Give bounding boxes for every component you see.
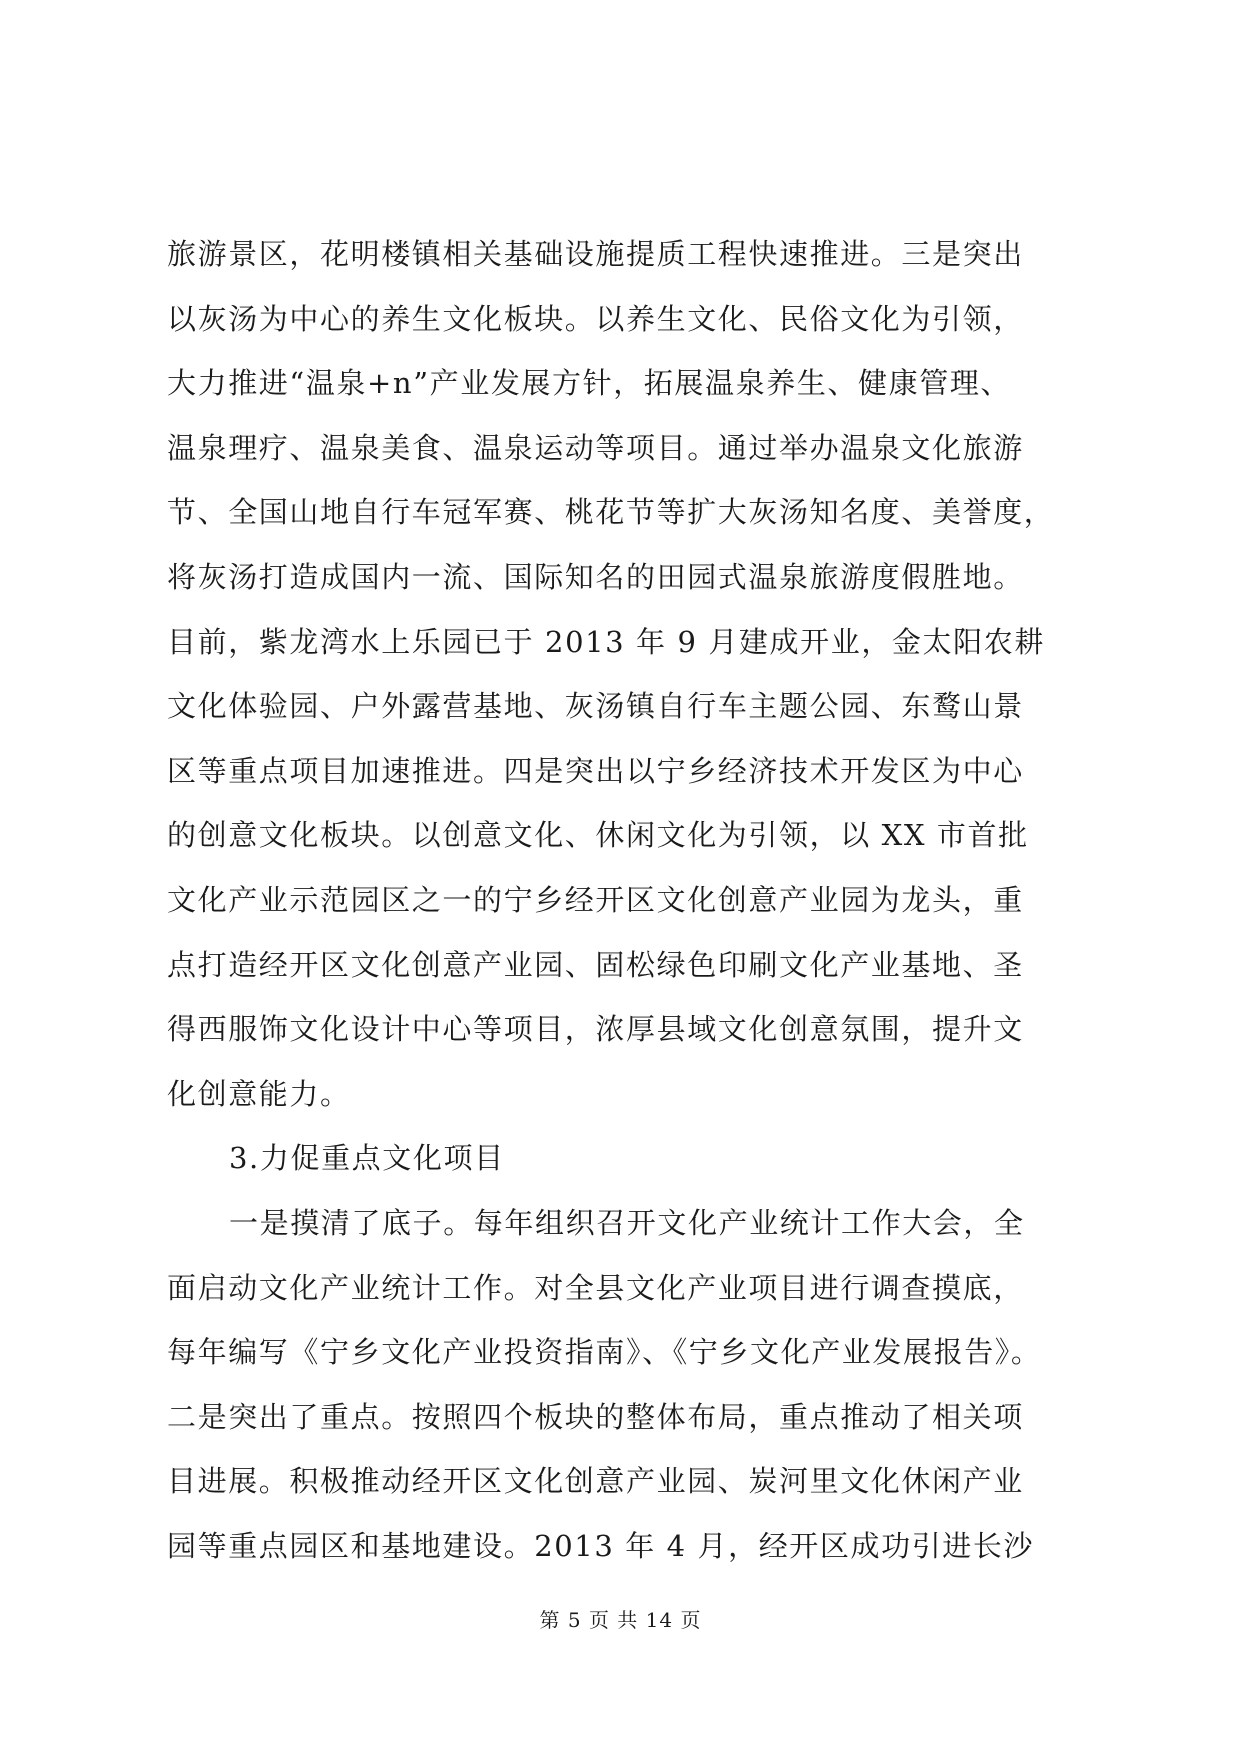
text-line: 面启动文化产业统计工作。对全县文化产业项目进行调查摸底， — [167, 1270, 1024, 1305]
text-line: 一是摸清了底子。每年组织召开文化产业统计工作大会，全 — [229, 1205, 1025, 1240]
text-line: 文化体验园、户外露营基地、灰汤镇自行车主题公园、东鹜山景 — [167, 689, 1024, 724]
text-line: 大力推进“温泉+n”产业发展方针，拓展温泉养生、健康管理、 — [167, 366, 1012, 401]
text-line: 旅游景区，花明楼镇相关基础设施提质工程快速推进。三是突出 — [167, 237, 1024, 271]
text-line: 将灰汤打造成国内一流、国际知名的田园式温泉旅游度假胜地。 — [167, 559, 1024, 594]
text-line: 温泉理疗、温泉美食、温泉运动等项目。通过举办温泉文化旅游 — [167, 430, 1024, 465]
text-line: 二是突出了重点。按照四个板块的整体布局，重点推动了相关项 — [167, 1399, 1024, 1434]
text-line: 以灰汤为中心的养生文化板块。以养生文化、民俗文化为引领， — [167, 301, 1024, 336]
text-line: 目前，紫龙湾水上乐园已于 2013 年 9 月建成开业，金太阳农耕 — [167, 624, 1045, 659]
text-line: 每年编写《宁乡文化产业投资指南》、《宁乡文化产业发展报告》。 — [167, 1335, 1042, 1370]
text-line: 点打造经开区文化创意产业园、固松绿色印刷文化产业基地、圣 — [167, 947, 1024, 982]
text-line: 节、全国山地自行车冠军赛、桃花节等扩大灰汤知名度、美誉度， — [167, 495, 1055, 530]
section-heading: 3.力促重点文化项目 — [229, 1141, 505, 1176]
text-line: 得西服饰文化设计中心等项目，浓厚县域文化创意氛围，提升文 — [167, 1012, 1024, 1047]
text-line: 园等重点园区和基地建设。2013 年 4 月，经开区成功引进长沙 — [167, 1528, 1035, 1563]
text-line: 文化产业示范园区之一的宁乡经开区文化创意产业园为龙头，重 — [167, 882, 1024, 917]
body-text — [167, 222, 1087, 1578]
text-line: 的创意文化板块。以创意文化、休闲文化为引领，以 XX 市首批 — [167, 818, 1029, 853]
page-number-footer: 第 5 页 共 14 页 — [539, 1608, 702, 1632]
text-line: 目进展。积极推动经开区文化创意产业园、炭河里文化休闲产业 — [167, 1464, 1024, 1499]
text-line: 化创意能力。 — [167, 1076, 351, 1111]
text-line: 区等重点项目加速推进。四是突出以宁乡经济技术开发区为中心 — [167, 753, 1024, 788]
